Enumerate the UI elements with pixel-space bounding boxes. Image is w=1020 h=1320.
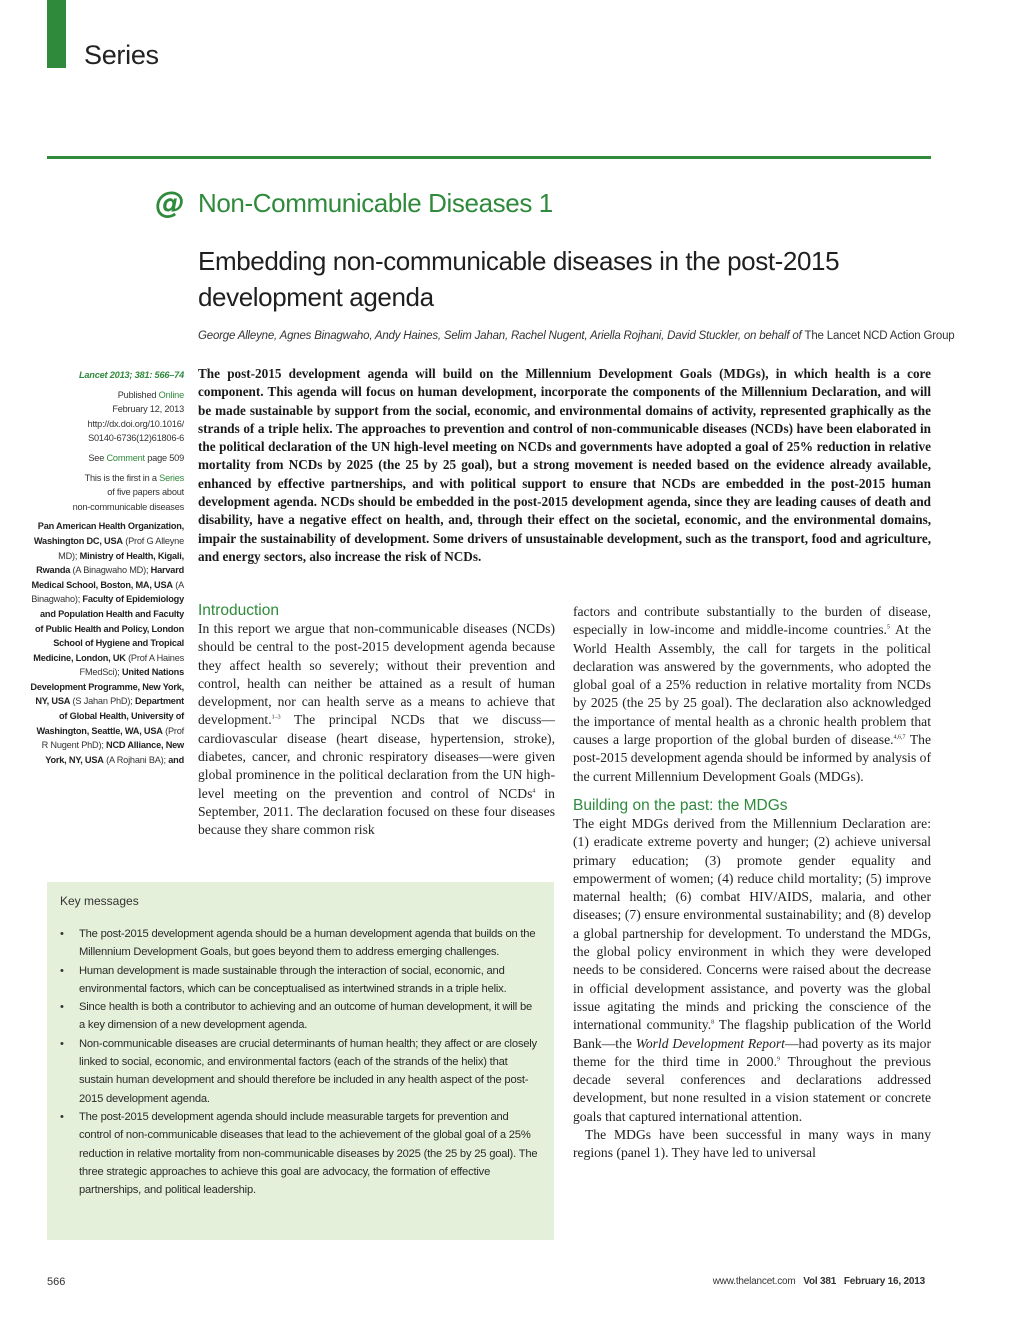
series-link[interactable]: Series	[159, 472, 184, 483]
key-messages-heading: Key messages	[60, 894, 139, 908]
list-item: • Non-communicable diseases are crucial determinants of human health; they affect or are closely linked to social, economic, and environmental factors (each of the strands of the helix) that sustain human development and should therefore be included in any health aspect of the post-2015 development agenda.	[60, 1035, 540, 1108]
online-link[interactable]: Online	[158, 389, 184, 400]
journal-site-link[interactable]: www.thelancet.com	[712, 1276, 796, 1287]
author-group: The Lancet NCD Action Group	[804, 330, 955, 342]
key-messages-list	[60, 925, 540, 1199]
affiliations: Pan American Health Organization, Washington DC, USA (Prof G Alleyne MD); Ministry of Health, Kigali, Rwanda (A Binagwaho MD); Harvard Medical School, Boston, MA, USA (A Binagwaho); Faculty of Epidemiology and Population Health and Faculty of Public Health and Policy, London School of Hygiene and Tropical Medicine, London, UK (Prof A Haines FMedSci); United Nations Development Programme, New York, NY, USA (S Jahan PhD); Department of Global Health, University of Washington, Seattle, WA, USA (Prof R Nugent PhD); NCD Alliance, New York, NY, USA (A Rojhani BA); and	[30, 521, 184, 765]
series-note: This is the first in a Series of five papers about non-communicable diseases	[72, 472, 184, 512]
section-title: Non-Communicable Diseases 1	[198, 188, 553, 218]
right-paragraph-3: The MDGs have been successful in many ways in many regions (panel 1). They have led to universal	[573, 1127, 931, 1161]
volume: Vol 381	[803, 1276, 837, 1287]
intro-heading: Introduction	[198, 602, 279, 619]
at-sign-icon: @	[155, 186, 185, 221]
list-item: • Since health is both a contributor to achieving and an outcome of human development, it will be a key dimension of a new development agenda.	[60, 998, 540, 1035]
sidebar-metadata	[30, 368, 184, 772]
author-list	[198, 330, 955, 342]
list-item: • The post-2015 development agenda should include measurable targets for prevention and control of non-communicable diseases that lead to the achievement of the global goal of a 25% reduction in relative mortality from non-communicable diseases by 2025 (the 25 by 25 goal). The three strategic approaches to achieve this goal are advocacy, the formation of effective partnerships, and political leadership.	[60, 1108, 540, 1199]
comment-link[interactable]: Comment	[106, 452, 145, 463]
issue-date: February 16, 2013	[843, 1276, 925, 1287]
body-column-left	[198, 601, 555, 840]
publication-info: Published Online February 12, 2013 http://dx.doi.org/10.1016/ S0140-6736(12)61806-6	[87, 389, 184, 444]
article-title: Embedding non-communicable diseases in the post-2015 development agenda	[198, 246, 840, 312]
intro-paragraph: In this report we argue that non-communicable diseases (NCDs) should be central to the post-2015 development agenda because they affect health so severely; without their prevention and control, health can neither be attained as a result of human development, nor can health serve as a means to achieve that development.$^{1-3}$ The principal NCDs that we discuss—cardiovascular disease (heart disease, hypertension, stroke), diabetes, cancer, and chronic respiratory diseases—were given global prominence in the political declaration from the UN high-level meeting on the prevention and control of NCDs$^4$ in September, 2011. The declaration focused on these four diseases because they share common risk	[198, 621, 555, 838]
key-messages-panel	[47, 882, 554, 1240]
series-color-bar	[47, 0, 66, 68]
page-number: 566	[47, 1276, 66, 1288]
list-item: • Human development is made sustainable through the interaction of social, economic, and environmental factors, which can be conceptualised as intertwined strands in a triple helix.	[60, 962, 540, 999]
list-item: • The post-2015 development agenda should be a human development agenda that builds on the Millennium Development Goals, but goes beyond them to address emerging challenges.	[60, 925, 540, 962]
mdg-heading: Building on the past: the MDGs	[573, 796, 788, 814]
journal-footer	[713, 1276, 925, 1287]
abstract: The post-2015 development agenda will build on the Millennium Development Goals (MDGs), in which health is a core component. This agenda will focus on human development, incorporate the components of the Millennium Declaration, and will be made sustainable by support from the social, economic, and environmental domains of activity, represented graphically as the strands of a triple helix. The approaches to prevention and control of non-communicable diseases (NCDs) have been elaborated in the political declaration of the UN high-level meeting on NCDs and governments have adopted a goal of 25% reduction in relative mortality from NCDs by 2025 (the 25 by 25 goal), but a strong movement is needed based on the evidence already available, enhanced by effective partnerships, and with political support to ensure that NCDs are embedded in the post-2015 human development agenda. NCDs should be embedded in the post-2015 development agenda, since they are leading causes of death and disability, have a negative effect on health, and, through their effect on the societal, economic, and the environmental domains, impair the sustainability of development. Some drivers of unsustainable development, such as the transport, food and agriculture, and energy sectors, also increase the risk of NCDs.	[198, 366, 931, 564]
right-paragraph-1: factors and contribute substantially to the burden of disease, especially in low-income and middle-income countries.$^5$ At the World Health Assembly, the call for targets in the political declaration was answered by the governments, who adopted the global goal of a 25% reduction in relative mortality from NCDs by 2025 (the 25 by 25 goal). The declaration also acknowledged the importance of mental health as a chronic health problem that causes a large proportion of the global burden of disease.$^{4,6,7}$ The post-2015 development agenda should be informed by analysis of the current Millennium Development Goals (MDGs).	[573, 604, 932, 784]
citation: Lancet 2013; 381: 566–74	[78, 370, 184, 380]
see-comment: See Comment page 509	[88, 452, 184, 463]
right-paragraph-2: The eight MDGs derived from the Millennium Declaration are: (1) eradicate extreme poverty and hunger; (2) achieve universal primary education; (3) promote gender equality and empowerment of women; (4) reduce child mortality; (5) improve maternal health; (6) combat HIV/AIDS, malaria, and other diseases; (7) ensure environmental sustainability; and (8) develop a global partnership for development. To understand the MDGs, the global policy environment in which they were developed needs to be considered. Concerns were raised about the decrease in official development assistance, and poverty was the global issue agitating the minds and pricking the conscience of the international community.$^8$ The flagship publication of the World Bank—the World Development Report—had poverty as its major theme for the third time in 2000.$^9$ Throughout the previous decade several conferences and declarations addressed development, but none resulted in a vision statement or concrete goals that captured international attention.	[573, 815, 932, 1124]
header-rule	[47, 156, 931, 159]
series-label: Series	[84, 40, 159, 70]
body-column-right	[573, 603, 931, 1163]
doi-link[interactable]: http://dx.doi.org/10.1016/	[87, 418, 184, 429]
author-names: George Alleyne, Agnes Binagwaho, Andy Haines, Selim Jahan, Rachel Nugent, Ariella Rojhani, David Stuckler, on behalf of	[198, 330, 802, 342]
